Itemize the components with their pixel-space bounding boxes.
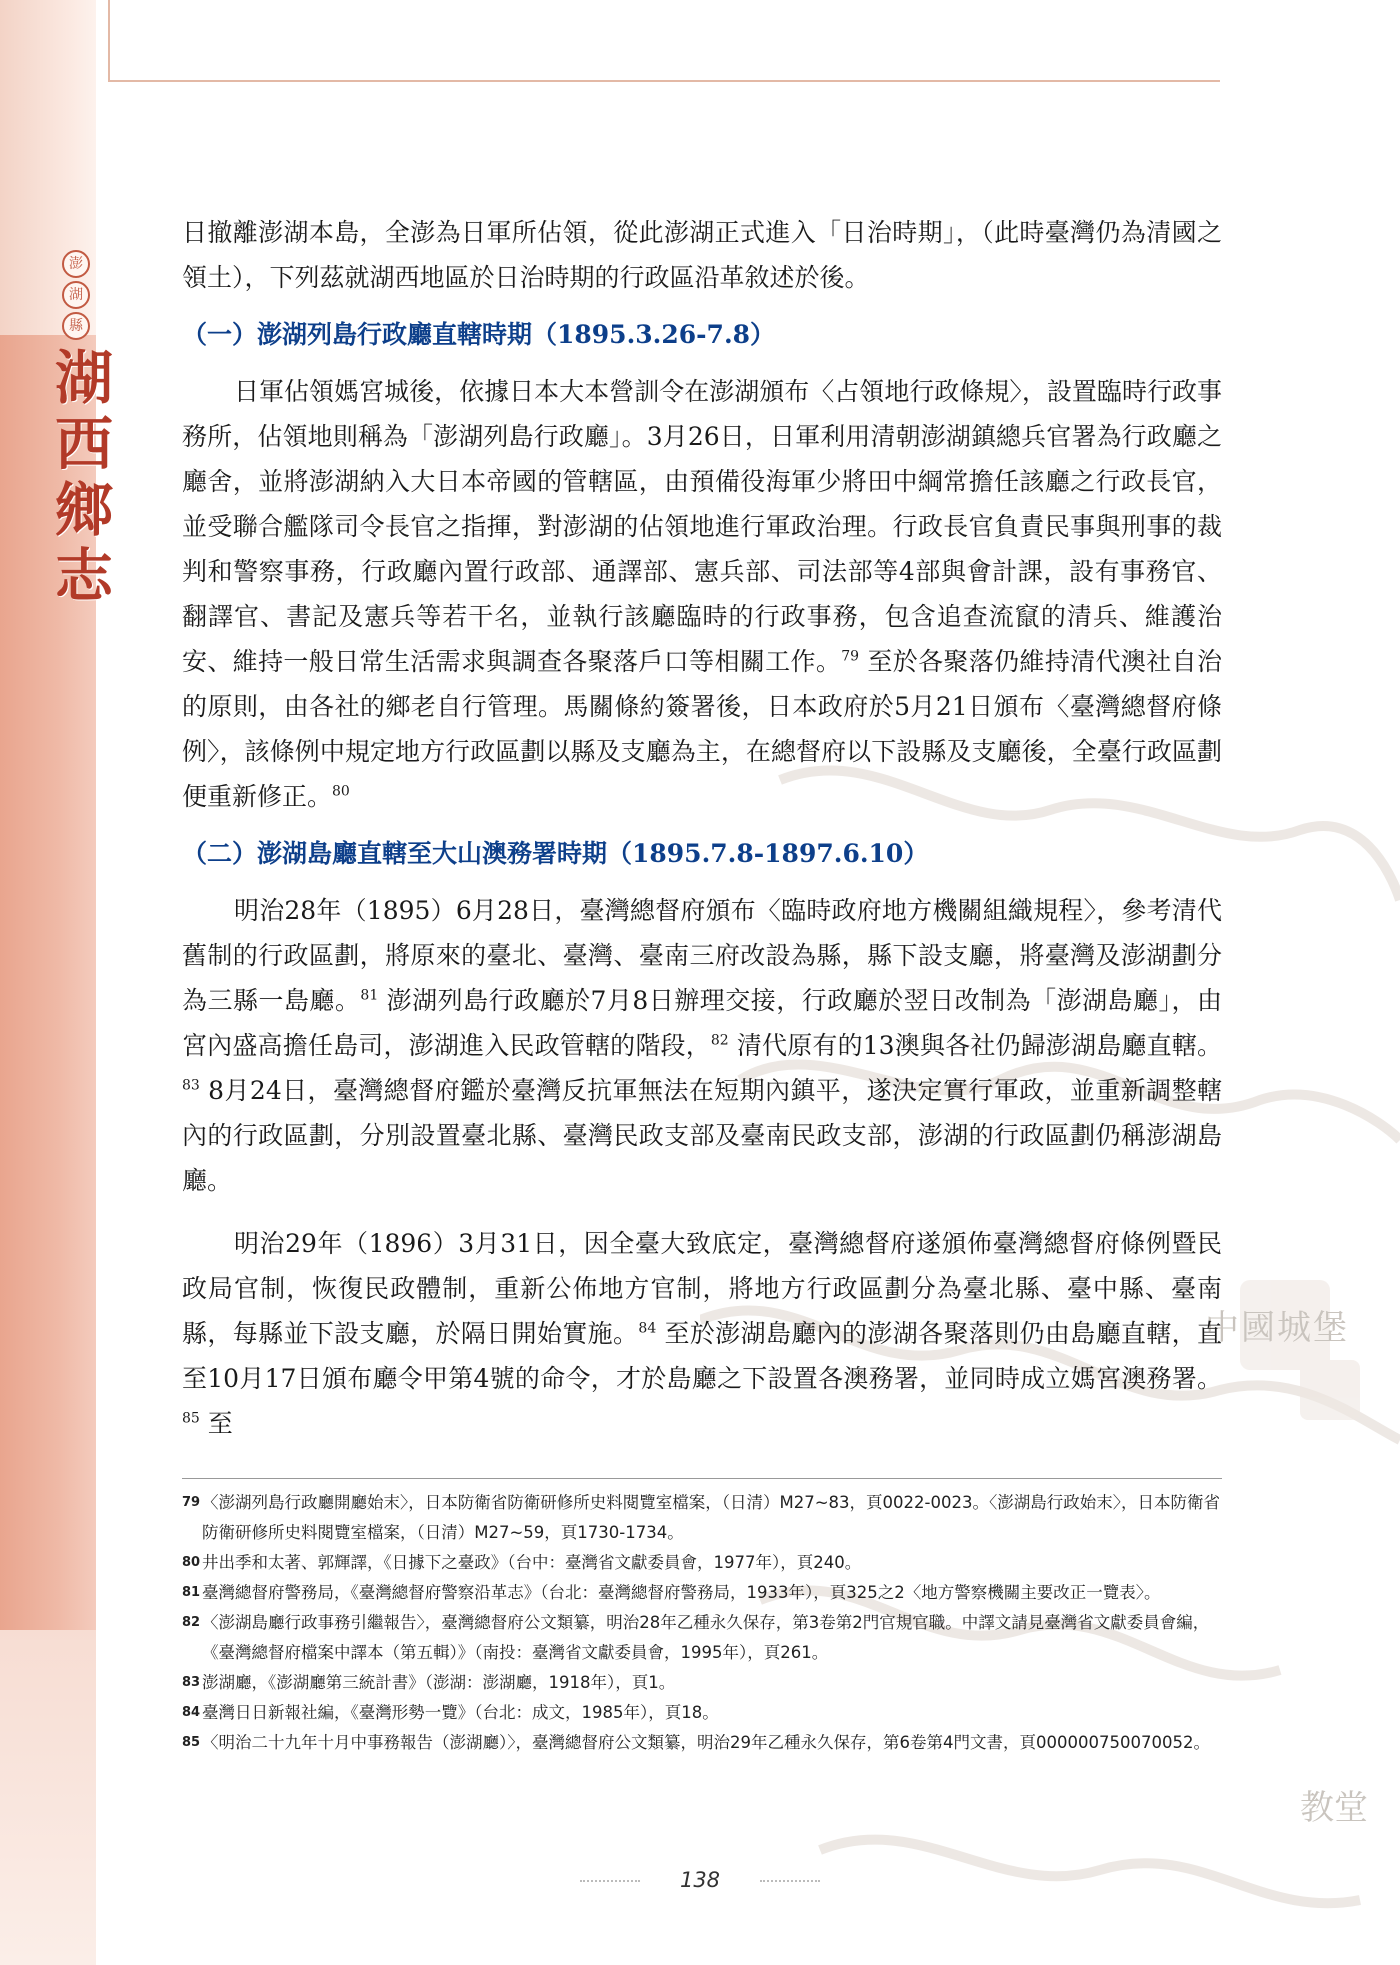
county-seal — [63, 250, 89, 340]
text-run: 明治29年（1896）3月31日，因全臺大致底定，臺灣總督府遂頒佈臺灣總督府條例暨民政局官制，恢復民政體制，重新公佈地方官制，將地方行政區劃分為臺北縣、臺中縣、臺南縣，每縣並下設支廳，於隔日開始實施。 — [182, 1229, 1222, 1348]
footnote — [182, 1578, 1222, 1608]
footnotes — [182, 1488, 1222, 1758]
text-run: 澎湖列島行政廳於7月8日辦理交接，行政廳於翌日改制為「澎湖島廳」，由宮內盛高擔任島司，澎湖進入民政管轄的階段， — [182, 986, 1222, 1060]
footnote — [182, 1668, 1222, 1698]
book-title-char: 志 — [54, 542, 113, 610]
section-heading: （一）澎湖列島行政廳直轄時期（1895.3.26-7.8） — [182, 320, 776, 349]
footnote-ref[interactable]: 83 — [182, 1077, 200, 1094]
footnote-number: 80 — [182, 1555, 201, 1570]
footnote-text: 臺灣日日新報社編，《臺灣形勢一覽》（台北：成文，1985年），頁18。 — [202, 1703, 719, 1722]
footnote-number: 79 — [182, 1495, 201, 1510]
footnote-number: 84 — [182, 1705, 201, 1720]
seal-char: 湖 — [62, 281, 90, 309]
seal-char: 縣 — [62, 312, 90, 340]
footnote-number: 85 — [182, 1735, 201, 1750]
footnote — [182, 1548, 1222, 1578]
footnote — [182, 1698, 1222, 1728]
footnote-divider — [182, 1478, 1222, 1479]
text-run: 至於各聚落仍維持清代澳社自治的原則，由各社的鄉老自行管理。馬關條約簽署後，日本政府於5月21日頒布〈臺灣總督府條例〉，該條例中規定地方行政區劃以縣及支廳為主，在總督府以下設縣及支廳後，全臺行政區劃便重新修正。 — [182, 647, 1222, 811]
footnote — [182, 1488, 1222, 1548]
paragraph — [182, 1221, 1222, 1446]
footnote-ref[interactable]: 85 — [182, 1410, 200, 1427]
footnote-text: 臺灣總督府警務局，《臺灣總督府警察沿革志》（台北：臺灣總督府警務局，1933年），頁325之2〈地方警察機關主要改正一覽表〉。 — [202, 1583, 1161, 1602]
footnote-text: 〈澎湖島廳行政事務引繼報告〉，臺灣總督府公文類纂，明治28年乙種永久保存，第3卷第2門官規官職。中譯文請見臺灣省文獻委員會編，《臺灣總督府檔案中譯本（第五輯）》（南投：臺灣省文獻委員會，1995年），頁261。 — [202, 1613, 1210, 1662]
footnote-ref[interactable]: 82 — [710, 1032, 729, 1049]
side-band-bottom — [0, 1630, 96, 1965]
page-number: 138 — [679, 1868, 721, 1892]
book-title-char: 西 — [54, 410, 113, 478]
text-run: 8月24日，臺灣總督府鑑於臺灣反抗軍無法在短期內鎮平，遂決定實行軍政，並重新調整轄內的行政區劃，分別設置臺北縣、臺灣民政支部及臺南民政支部，澎湖的行政區劃仍稱澎湖島廳。 — [182, 1076, 1222, 1195]
text-run: 至於澎湖島廳內的澎湖各聚落則仍由島廳直轄，直至10月17日頒布廳令甲第4號的命令，才於島廳之下設置各澳務署，並同時成立媽宮澳務署。 — [182, 1319, 1222, 1393]
footnote-number: 82 — [182, 1615, 201, 1630]
footnote-number: 83 — [182, 1675, 201, 1690]
text-run: 日軍佔領媽宮城後，依據日本大本營訓令在澎湖頒布〈占領地行政條規〉，設置臨時行政事務所，佔領地則稱為「澎湖列島行政廳」。3月26日，日軍利用清朝澎湖鎮總兵官署為行政廳之廳舍，並將澎湖納入大日本帝國的管轄區，由預備役海軍少將田中綱常擔任該廳之行政長官，並受聯合艦隊司令長官之指揮，對澎湖的佔領地進行軍政治理。行政長官負責民事與刑事的裁判和警察事務，行政廳內置行政部、通譯部、憲兵部、司法部等4部與會計課，設有事務官、翻譯官、書記及憲兵等若干名，並執行該廳臨時的行政事務，包含追查流竄的清兵、維護治安、維持一般日常生活需求與調查各聚落戶口等相關工作。 — [182, 377, 1222, 676]
text-run: 清代原有的13澳與各社仍歸澎湖島廳直轄。 — [728, 1031, 1222, 1060]
footnote — [182, 1608, 1222, 1668]
footnote-text: 井出季和太著、郭輝譯，《日據下之臺政》（台中：臺灣省文獻委員會，1977年），頁240。 — [202, 1553, 862, 1572]
header-rule — [110, 80, 1220, 82]
paragraph — [182, 888, 1222, 1203]
footnote-text: 〈澎湖列島行政廳開廳始末〉，日本防衛省防衛研修所史料閱覽室檔案，（日清）M27~83，頁0022-0023。〈澎湖島行政始末〉，日本防衛省防衛研修所史料閱覽室檔案，（日清）M27~59，頁1730-1734。 — [202, 1493, 1220, 1542]
footnote-text: 澎湖廳，《澎湖廳第三統計書》（澎湖：澎湖廳，1918年），頁1。 — [202, 1673, 676, 1692]
book-title-char: 湖 — [54, 344, 113, 412]
footnote-ref[interactable]: 81 — [360, 987, 379, 1004]
text-run: 至 — [199, 1409, 233, 1438]
seal-char: 澎 — [62, 250, 90, 278]
section-heading: （二）澎湖島廳直轄至大山澳務署時期（1895.7.8-1897.6.10） — [182, 839, 929, 868]
paragraph — [182, 369, 1222, 819]
footnote — [182, 1728, 1222, 1758]
map-label: 中國城堡 — [1205, 1308, 1349, 1348]
book-title — [44, 345, 124, 609]
text-run: 明治28年（1895）6月28日，臺灣總督府頒布〈臨時政府地方機關組織規程〉，參考清代舊制的行政區劃，將原來的臺北、臺灣、臺南三府改設為縣，縣下設支廳，將臺灣及澎湖劃分為三縣一島廳。 — [182, 896, 1222, 1015]
map-label: 教堂 — [1300, 1788, 1368, 1828]
footnote-ref[interactable]: 80 — [332, 783, 350, 800]
paragraph: 日撤離澎湖本島，全澎為日軍所佔領，從此澎湖正式進入「日治時期」，（此時臺灣仍為清國之領土），下列茲就湖西地區於日治時期的行政區沿革敘述於後。 — [182, 218, 1222, 292]
footnote-number: 81 — [182, 1585, 201, 1600]
footnote-text: 〈明治二十九年十月中事務報告（澎湖廳）〉，臺灣總督府公文類纂，明治29年乙種永久保存，第6卷第4門文書，頁000000750070052。 — [202, 1733, 1210, 1752]
main-text — [182, 210, 1222, 1446]
footnote-ref[interactable]: 79 — [841, 648, 860, 665]
book-title-char: 鄉 — [54, 476, 113, 544]
corner-rule — [96, 0, 110, 82]
footnote-ref[interactable]: 84 — [638, 1320, 657, 1337]
